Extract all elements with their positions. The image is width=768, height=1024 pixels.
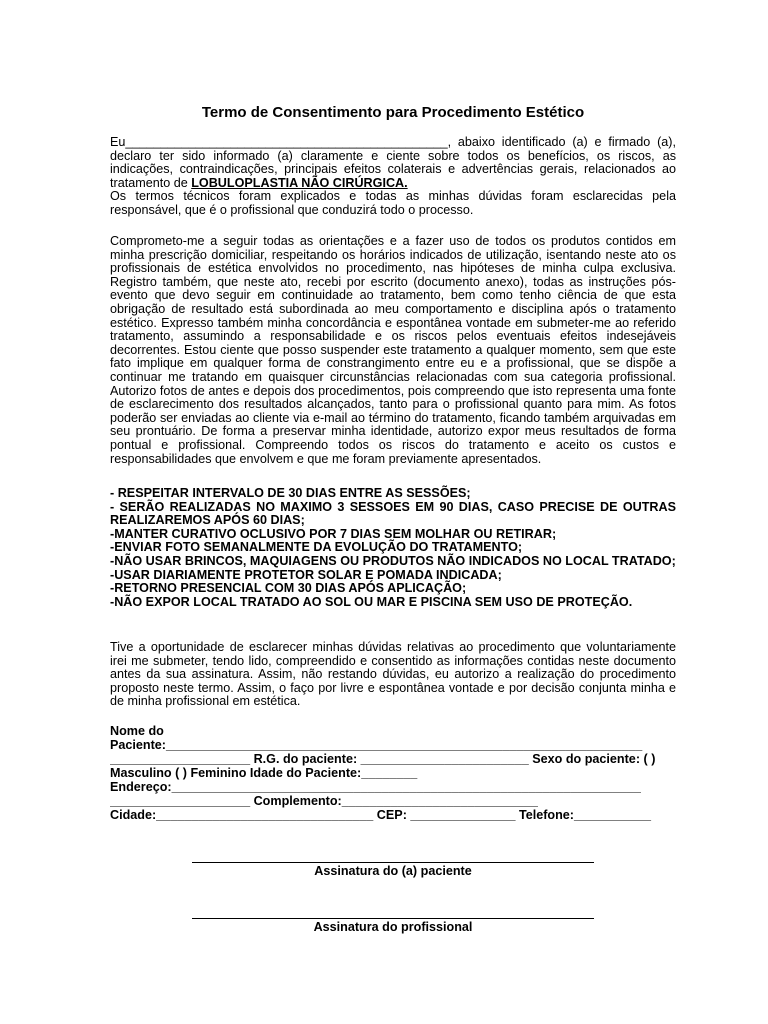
rule-item: - RESPEITAR INTERVALO DE 30 DIAS ENTRE AS SESSÕES; <box>110 486 471 500</box>
rule-item: -USAR DIARIAMENTE PROTETOR SOLAR E POMADA INDICADA; <box>110 567 502 582</box>
para1-end: Os termos técnicos foram explicados e todas as minhas dúvidas foram esclarecidas pela responsável, que é o profissional que conduzirá todo o processo. <box>110 189 676 217</box>
rule-item: -NÃO EXPOR LOCAL TRATADO AO SOL OU MAR E PISCINA SEM USO DE PROTEÇÃO. <box>110 594 633 609</box>
form-city-cep-phone-field[interactable]: Cidade:_______________________________ CEP: _______________ Telefone:___________ <box>110 808 652 822</box>
professional-signature-label: Assinatura do profissional <box>313 920 473 934</box>
rules-list <box>110 487 676 609</box>
form-patient-name-field[interactable]: Paciente:____________________________________________________________________ <box>110 738 643 752</box>
document-title: Termo de Consentimento para Procedimento Estético <box>201 104 585 121</box>
patient-signature-label: Assinatura do (a) paciente <box>314 864 472 878</box>
rule-item: -NÃO USAR BRINCOS, MAQUIAGENS OU PRODUTOS NÃO INDICADOS NO LOCAL TRATADO; <box>110 553 676 568</box>
form-name-label: Nome do <box>110 724 164 738</box>
form-rg-sex-field[interactable]: ____________________ R.G. do paciente: ________________________ Sexo do paciente: ( ) <box>110 752 656 766</box>
patient-signature-line[interactable] <box>192 862 594 863</box>
patient-form <box>110 724 676 822</box>
rule-item: - SERÃO REALIZADAS NO MAXIMO 3 SESSOES EM 90 DIAS, CASO PRECISE DE OUTRAS REALIZAREMOS APÓS 60 DIAS; <box>110 499 676 528</box>
consent-paragraph-3: Tive a oportunidade de esclarecer minhas dúvidas relativas ao procedimento que voluntariamente irei me submeter, tendo lido, compreendido e consentido as informações contidas neste documento antes da sua assinatura. Assim, não restando dúvidas, eu autorizo a realização do procedimento proposto neste termo. Assim, o faço por livre e espontânea vontade e por decisão conjunta minha e de minha profissional em estética. <box>110 640 676 709</box>
treatment-name: LOBULOPLASTIA NÃO CIRÚRGICA. <box>191 175 408 190</box>
para1-start: Eu______________________________________________, abaixo identificado (a) e firmado (a), declaro ter sido informado (a) claramente e ciente sobre todos os benefícios, os riscos, as indicações, contraindicações, principais efeitos colaterais e advertências gerais, relacionados ao tratamento de <box>110 135 676 190</box>
form-complement-field[interactable]: ____________________ Complemento:____________________________ <box>110 794 538 808</box>
form-sex-age-field[interactable]: Masculino ( ) Feminino Idade do Paciente:________ <box>110 766 418 780</box>
rule-item: -MANTER CURATIVO OCLUSIVO POR 7 DIAS SEM MOLHAR OU RETIRAR; <box>110 526 557 541</box>
rule-item: -RETORNO PRESENCIAL COM 30 DIAS APÓS APLICAÇÃO; <box>110 581 467 596</box>
consent-paragraph-1 <box>110 136 676 218</box>
rule-item: -ENVIAR FOTO SEMANALMENTE DA EVOLUÇÃO DO TRATAMENTO; <box>110 540 523 555</box>
professional-signature-line[interactable] <box>192 918 594 919</box>
consent-paragraph-2: Comprometo-me a seguir todas as orientações e a fazer uso de todos os produtos contidos em minha prescrição domiciliar, respeitando os horários indicados de utilização, isentando neste ato os profissionais de estética envolvidos no procedimento, nas hipóteses de minha culpa exclusiva. Registro também, que neste ato, recebi por escrito (documento anexo), todas as instruções pós-evento que devo seguir em continuidade ao tratamento, bem como tenho ciência de que esta obrigação de resultado está subordinada ao meu comportamento e disciplina após o tratamento estético. Expresso também minha concordância e espontânea vontade em submeter-me ao referido tratamento, assumindo a responsabilidade e os riscos pelos eventuais efeitos indesejáveis decorrentes. Estou ciente que posso suspender este tratamento a qualquer momento, sem que este fato implique em qualquer forma de constrangimento entre eu e a profissional, que se dispõe a continuar me tratando em quaisquer circunstâncias relacionadas com sua categoria profissional. Autorizo fotos de antes e depois dos procedimentos, pois compreendo que isto representa uma fonte de esclarecimento dos resultados alcançados, tanto para o profissional quanto para mim. As fotos poderão ser enviadas ao cliente via e-mail ao término do tratamento, ficando também arquivadas em seu prontuário. De forma a preservar minha identidade, autorizo expor meus resultados de forma pontual e profissional. Compreendo todos os riscos do tratamento e aceito os custos e responsabilidades que envolvem e que me foram previamente apresentados. <box>110 234 676 466</box>
form-address-field[interactable]: Endereço:___________________________________________________________________ <box>110 780 641 794</box>
